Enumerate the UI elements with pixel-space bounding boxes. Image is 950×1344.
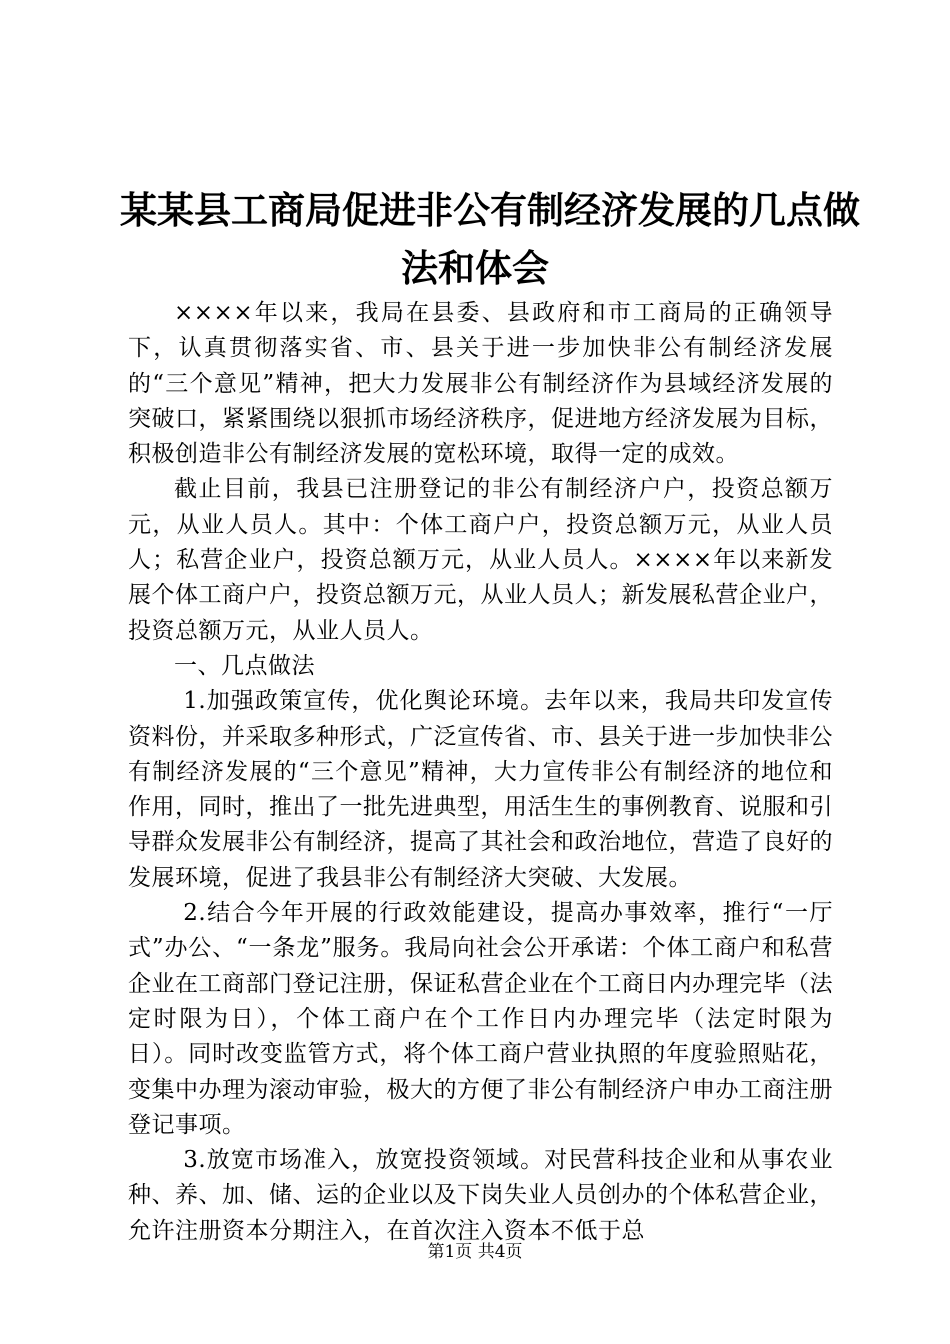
paragraph-practice-1: 1.加强政策宣传，优化舆论环境。去年以来，我局共印发宣传资料份，并采取多种形式，广泛宣传省、市、县关于进一步加快非公有制经济发展的“三个意见”精神，大力宣传非公有制经济的地位和作用，同时，推出了一批先进典型，用活生生的事例教育、说服和引导群众发展非公有制经济，提高了其社会和政治地位，营造了良好的发展环境，促进了我县非公有制经济大突破、大发展。	[128, 688, 833, 891]
paragraph-intro: ××××年以来，我局在县委、县政府和市工商局的正确领导下，认真贯彻落实省、市、县关于进一步加快非公有制经济发展的“三个意见”精神，把大力发展非公有制经济作为县域经济发展的突破口，紧紧围绕以狠抓市场经济秩序，促进地方经济发展为目标，积极创造非公有制经济发展的宽松环境，取得一定的成效。	[128, 300, 833, 468]
page-number-footer: 第1页 共4页	[427, 1242, 523, 1262]
paragraph-practice-2: 2.结合今年开展的行政效能建设，提高办事效率，推行“一厅式”办公、“一条龙”服务。我局向社会公开承诺：个体工商户和私营企业在工商部门登记注册，保证私营企业在个工商日内办理完毕（法定时限为日），个体工商户在个工作日内办理完毕（法定时限为日）。同时改变监管方式，将个体工商户营业执照的年度验照贴花，变集中办理为滚动审验，极大的方便了非公有制经济户申办工商注册登记事项。	[128, 900, 833, 1138]
paragraph-practice-3: 3.放宽市场准入，放宽投资领域。对民营科技企业和从事农业种、养、加、储、运的企业以及下岗失业人员创办的个体私营企业，允许注册资本分期注入，在首次注入资本不低于总	[128, 1147, 833, 1244]
document-title-line-2: 法和体会	[401, 246, 549, 290]
document-title-line-1: 某某县工商局促进非公有制经济发展的几点做	[120, 188, 860, 232]
paragraph-statistics: 截止目前，我县已注册登记的非公有制经济户户，投资总额万元，从业人员人。其中：个体工商户户，投资总额万元，从业人员人；私营企业户，投资总额万元，从业人员人。××××年以来新发展个体工商户户，投资总额万元，从业人员人；新发展私营企业户，投资总额万元，从业人员人。	[128, 476, 833, 644]
document-body	[128, 296, 833, 1249]
section-heading-practices: 一、几点做法	[174, 652, 315, 679]
